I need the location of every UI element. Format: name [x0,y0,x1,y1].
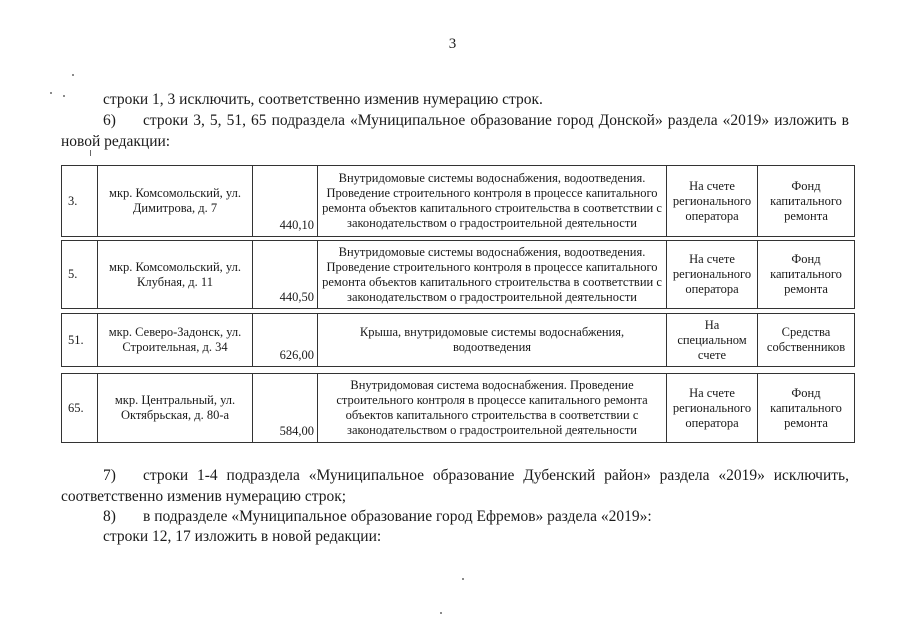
row-works: Внутридомовая система водоснабжения. Проведение строительного контроля в процессе капитального ремонта объектов капитального строительства в соответствии с законодательством о градостроительной деятельности [318,374,667,443]
row-index: 5. [62,241,98,309]
scan-speck [440,612,442,614]
table-row [62,314,855,367]
item-6-text: строки 3, 5, 51, 65 подраздела «Муниципальное образование город Донской» раздела «2019» изложить в [143,112,849,129]
table-row [62,241,855,309]
paragraph-7-line-1 [103,465,849,487]
row-index: 51. [62,314,98,367]
scan-speck [72,74,74,76]
row-account: На счете регионального оператора [667,166,758,237]
row-cost: 626,00 [253,314,318,367]
scan-speck [63,95,65,97]
paragraph-6-line-2: новой редакции: [61,133,171,150]
item-8-text: в подразделе «Муниципальное образование город Ефремов» раздела «2019»: [143,508,652,525]
row-address: мкр. Комсомольский, ул. Димитрова, д. 7 [98,166,253,237]
row-index: 3. [62,166,98,237]
row-address: мкр. Центральный, ул. Октябрьская, д. 80-а [98,374,253,443]
row-account: На специальном счете [667,314,758,367]
paragraph-remove-rows: строки 1, 3 исключить, соответственно изменив нумерацию строк. [103,91,543,108]
row-source: Фонд капитального ремонта [758,241,855,309]
table-row [62,374,855,443]
row-cost: 584,00 [253,374,318,443]
paragraph-rows-12-17: строки 12, 17 изложить в новой редакции: [103,528,382,545]
row-address: мкр. Комсомольский, ул. Клубная, д. 11 [98,241,253,309]
row-source: Фонд капитального ремонта [758,374,855,443]
item-number-6: 6) [103,112,116,129]
row-cost: 440,10 [253,166,318,237]
row-works: Крыша, внутридомовые системы водоснабжения, водоотведения [318,314,667,367]
row-account: На счете регионального оператора [667,241,758,309]
row-works: Внутридомовые системы водоснабжения, водоотведения. Проведение строительного контроля в процессе капитального ремонта объектов капитального строительства в соответствии с законодательством о градостроительной деятельности [318,241,667,309]
row-address: мкр. Северо-Задонск, ул. Строительная, д. 34 [98,314,253,367]
row-account: На счете регионального оператора [667,374,758,443]
row-works: Внутридомовые системы водоснабжения, водоотведения. Проведение строительного контроля в процессе капитального ремонта объектов капитального строительства в соответствии с законодательством о градостроительной деятельности [318,166,667,237]
item-number-8: 8) [103,508,116,525]
row-index: 65. [62,374,98,443]
scan-speck [462,578,464,580]
item-7-text: строки 1-4 подраздела «Муниципальное образование Дубенский район» раздела «2019» исключить, [143,467,849,484]
table-row-51 [61,313,855,367]
item-number-7: 7) [103,467,116,484]
table-row [62,166,855,237]
table-row-65 [61,373,855,443]
page-number: 3 [448,36,457,52]
paragraph-8 [103,506,652,528]
scan-speck [50,92,52,94]
row-cost: 440,50 [253,241,318,309]
row-source: Фонд капитального ремонта [758,166,855,237]
paragraph-7-line-2: соответственно изменив нумерацию строк; [61,488,347,505]
paragraph-6-line-1 [103,110,849,132]
row-source: Средства собственников [758,314,855,367]
table-row-5 [61,240,855,309]
table-row-3 [61,165,855,237]
